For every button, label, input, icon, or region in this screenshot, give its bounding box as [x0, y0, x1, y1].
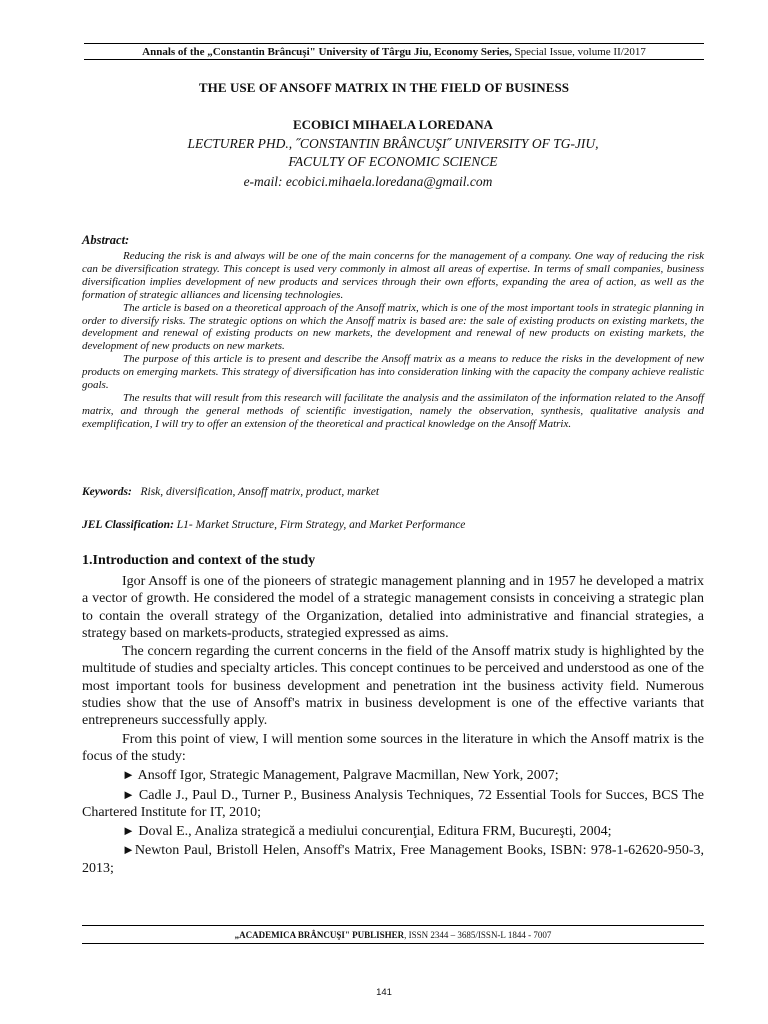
reference-item — [82, 822, 704, 840]
journal-name: Annals of the „Constantin Brâncuşi" University of Târgu Jiu, Economy Series, — [142, 46, 512, 58]
reference-item — [82, 841, 704, 877]
page-number: 141 — [376, 987, 392, 998]
keywords — [82, 486, 379, 498]
body-paragraph: The concern regarding the current concerns in the field of the Ansoff matrix study is highlighted by the multitude of studies and specialty articles. This concept continues to be perceived and understood as one of the most important tools for business development and penetration int the business activity field. Numerous studies show that the use of Ansoff's matrix in business development is one of the effective variants that entrepreneurs successfully apply. — [82, 644, 704, 729]
keywords-value: Risk, diversification, Ansoff matrix, product, market — [140, 486, 380, 498]
reference-item — [82, 786, 704, 822]
running-header — [84, 43, 704, 60]
reference-item — [82, 766, 704, 784]
section-body — [82, 573, 704, 878]
paper-title: THE USE OF ANSOFF MATRIX IN THE FIELD OF BUSINESS — [198, 80, 570, 95]
abstract-paragraph: Reducing the risk is and always will be one of the main concerns for the management of a company. One way of reducing the risk can be diversification strategy. This concept is used very commonly in almost all areas of expertise. In terms of small companies, business diversification implies development of new products and services through their own efforts, expanding the area of action, as well as the formation of strategic alliances and licensing technologies. — [82, 250, 704, 301]
jel-value: L1- Market Structure, Firm Strategy, and Market Performance — [176, 519, 466, 531]
abstract-paragraph: The purpose of this article is to present and describe the Ansoff matrix as a means to reduce the risks in the development of new products on emerging markets. This strategy of diversification has into consideration linking with the capacity the company achieve realistic goals. — [82, 353, 704, 392]
bullet-arrow-icon: ► — [122, 842, 135, 858]
reference-text: Ansoff Igor, Strategic Management, Palgrave Macmillan, New York, 2007; — [137, 768, 559, 784]
section-heading: 1.Introduction and context of the study — [82, 553, 316, 568]
author-email: e-mail: ecobici.mihaela.loredana@gmail.com — [243, 174, 493, 189]
publisher-issn: , ISSN 2344 – 3685/ISSN-L 1844 - 7007 — [404, 930, 552, 940]
jel-label: JEL Classification: — [82, 519, 174, 531]
keywords-label: Keywords: — [82, 486, 132, 498]
author-affiliation-line1: LECTURER PHD., ˝CONSTANTIN BRÂNCUŞI˝ UNIVERSITY OF TG-JIU, — [187, 136, 599, 151]
author-affiliation-line2: FACULTY OF ECONOMIC SCIENCE — [288, 154, 498, 169]
abstract-paragraph: The article is based on a theoretical approach of the Ansoff matrix, which is one of the most important tools in strategic planning in order to diversify risks. The strategic options on which the Ansoff matrix is based are: the sale of existing products on existing markets, the development and renewal of existing products on new markets, the development and renewal of new products on existing markets, the development of new products on new markets. — [82, 301, 704, 353]
abstract-body — [82, 250, 704, 431]
publisher-footer — [82, 925, 704, 944]
abstract-paragraph: The results that will result from this research will facilitate the analysis and the assimilaton of the information related to the Ansoff matrix, and through the general methods of scientific investigation, namely the observation, synthesis, qualitative analysis and exemplification, I will try to offer an extension of the theoretical and practical knowledge on the Ansoff Matrix. — [82, 391, 704, 430]
bullet-arrow-icon: ► — [122, 823, 135, 839]
publisher-name: „ACADEMICA BRÂNCUŞI" PUBLISHER — [234, 930, 405, 940]
journal-issue: Special Issue, volume II/2017 — [511, 46, 646, 58]
jel-classification — [82, 519, 465, 531]
reference-text: Newton Paul, Bristoll Helen, Ansoff's Matrix, Free Management Books, ISBN: 978-1-62620-950-3, 2013; — [82, 843, 704, 876]
abstract-heading: Abstract: — [82, 233, 130, 247]
body-paragraph: From this point of view, I will mention some sources in the literature in which the Ansoff matrix is the focus of the study: — [82, 731, 704, 764]
bullet-arrow-icon: ► — [122, 767, 135, 783]
reference-text: Cadle J., Paul D., Turner P., Business Analysis Techniques, 72 Essential Tools for Succes, BCS The Chartered Institute for IT, 2010; — [82, 787, 704, 820]
bullet-arrow-icon: ► — [122, 786, 135, 802]
author-name: ECOBICI MIHAELA LOREDANA — [292, 117, 494, 132]
body-paragraph: Igor Ansoff is one of the pioneers of strategic management planning and in 1957 he developed a matrix a vector of growth. He considered the model of a strategic management consists in conceiving a strategic plan to contain the overall strategy of the Organization, detalied into administrative and financial strategies, a strategy based on markets-products, strategied expressed as aims. — [82, 574, 704, 641]
reference-text: Doval E., Analiza strategică a mediului concurenţial, Editura FRM, Bucureşti, 2004; — [138, 824, 612, 840]
